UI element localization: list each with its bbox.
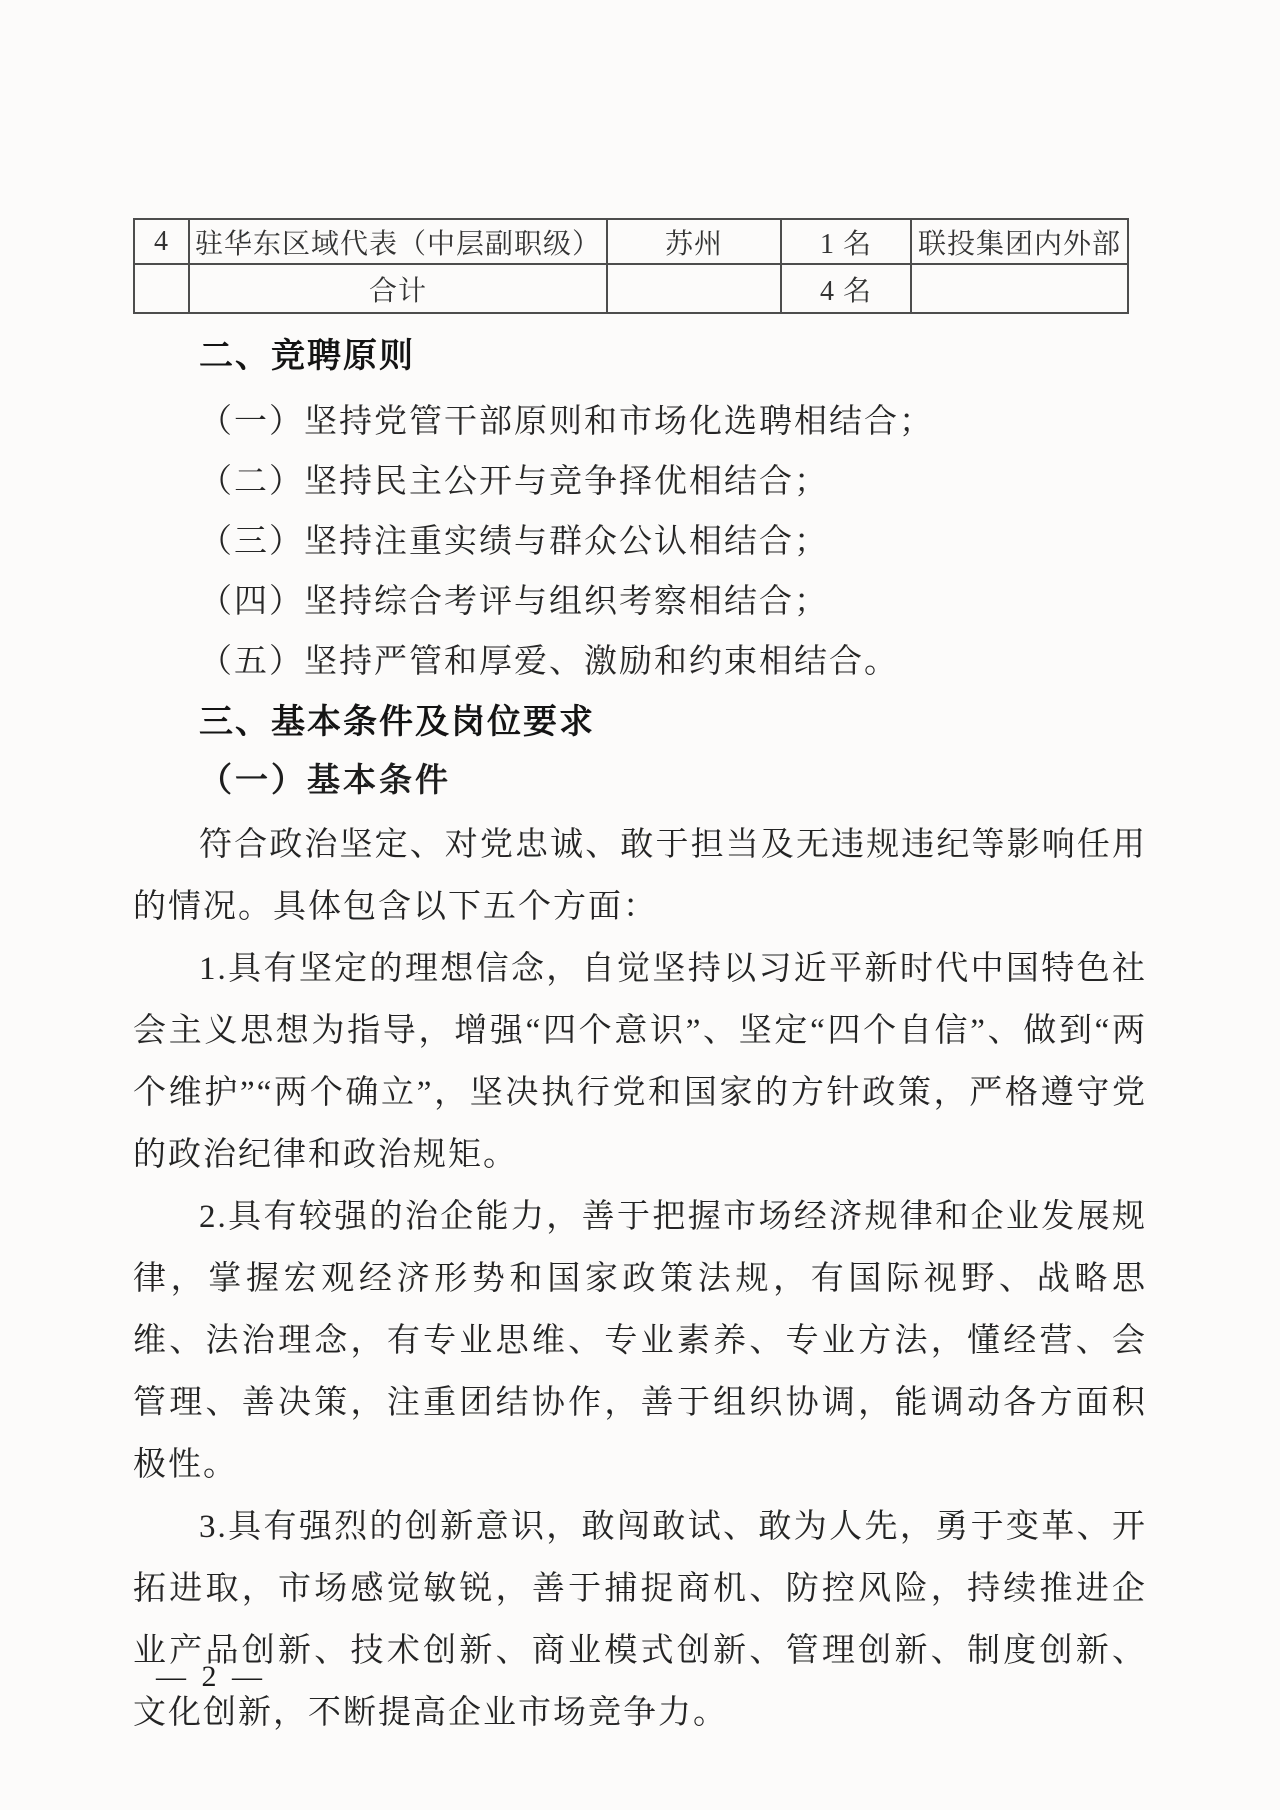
principle-item-5: （五）坚持严管和厚爱、激励和约束相结合。: [199, 644, 899, 680]
table-cell-position: 驻华东区域代表（中层副职级）: [189, 219, 607, 264]
table-row: [134, 219, 1128, 264]
principle-item-2: （二）坚持民主公开与竞争择优相结合；: [199, 464, 829, 500]
table-cell-count: 1 名: [781, 219, 911, 264]
subsection-heading-basic-conditions: （一）基本条件: [199, 763, 451, 799]
condition-paragraph-3: 3.具有强烈的创新意识，敢闯敢试、敢为人先，勇于变革、开拓进取，市场感觉敏锐，善于捕捉商机、防控风险，持续推进企业产品创新、技术创新、商业模式创新、管理创新、制度创新、文化创新，不断提高企业市场竞争力。: [133, 1509, 1147, 1731]
section-heading-principles: 二、竞聘原则: [199, 337, 415, 375]
section-heading-conditions: 三、基本条件及岗位要求: [199, 703, 595, 741]
position-table: [133, 218, 1129, 314]
principle-item-3: （三）坚持注重实绩与群众公认相结合；: [199, 524, 829, 560]
condition-paragraph-1: 1.具有坚定的理想信念，自觉坚持以习近平新时代中国特色社会主义思想为指导，增强“四个意识”、坚定“四个自信”、做到“两个维护”“两个确立”，坚决执行党和国家的方针政策，严格遵守党的政治纪律和政治规矩。: [133, 951, 1147, 1173]
table-cell-total-count: 4 名: [781, 264, 911, 313]
principle-item-4: （四）坚持综合考评与组织考察相结合；: [199, 584, 829, 620]
table-cell-scope: 联投集团内外部: [911, 219, 1128, 264]
table-row-total: [134, 264, 1128, 313]
principle-item-1: （一）坚持党管干部原则和市场化选聘相结合；: [199, 404, 934, 440]
table-cell-location: 苏州: [607, 219, 781, 264]
page-number: — 2 —: [156, 1660, 266, 1693]
condition-paragraph-2: 2.具有较强的治企能力，善于把握市场经济规律和企业发展规律，掌握宏观经济形势和国家政策法规，有国际视野、战略思维、法治理念，有专业思维、专业素养、专业方法，懂经营、会管理、善决策，注重团结协作，善于组织协调，能调动各方面积极性。: [133, 1199, 1147, 1483]
table-cell-scope: [911, 264, 1128, 313]
table-cell-location: [607, 264, 781, 313]
table-cell-number: 4: [134, 219, 189, 264]
intro-paragraph: 符合政治坚定、对党忠诚、敢于担当及无违规违纪等影响任用的情况。具体包含以下五个方面：: [133, 827, 1147, 925]
table-cell-number: [134, 264, 189, 313]
page-content: [133, 218, 1147, 1744]
table-cell-total-label: 合计: [189, 264, 607, 313]
